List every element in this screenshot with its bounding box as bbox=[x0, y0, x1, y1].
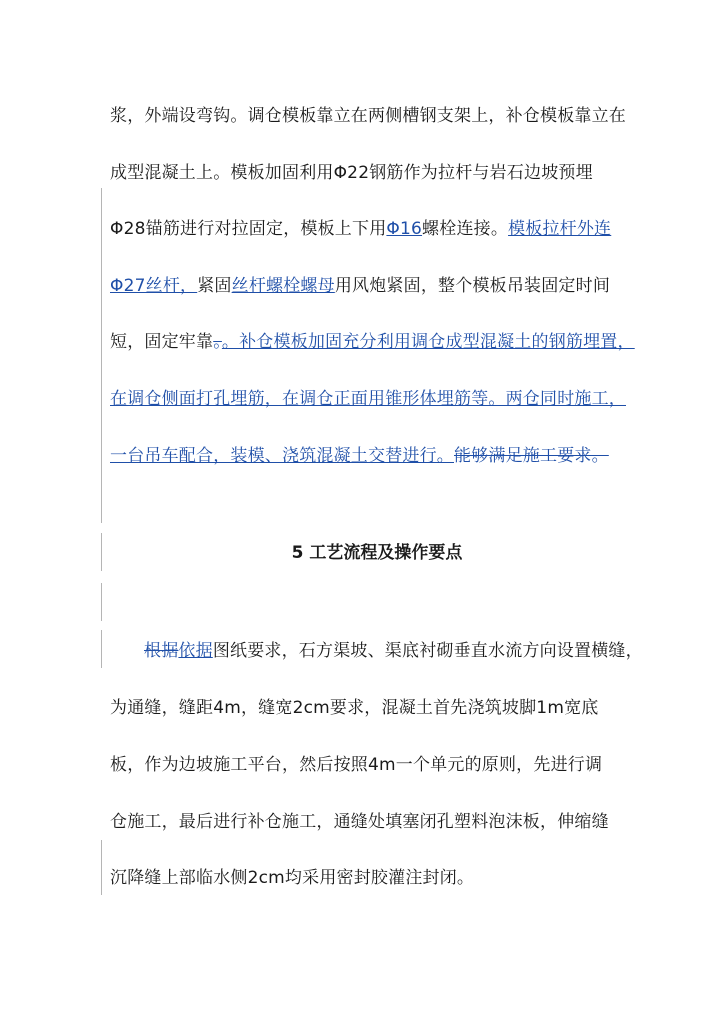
text-run: 图纸要求，石方渠坡、渠底衬砌垂直水流方向设置横缝， bbox=[212, 641, 643, 661]
paragraph-line bbox=[110, 330, 635, 354]
deleted-text: 能够满足施工要求。 bbox=[454, 446, 609, 466]
deleted-text: 。 bbox=[213, 332, 222, 352]
paragraph-line bbox=[110, 444, 609, 468]
text-run: 沉降缝上部临水侧2cm均采用密封胶灌注封闭。 bbox=[110, 868, 475, 888]
deleted-text: 根据 bbox=[144, 641, 179, 661]
paragraph-line bbox=[110, 104, 626, 128]
change-bar bbox=[101, 630, 102, 668]
text-run: 用风炮紧固，整个模板吊装固定时间 bbox=[334, 276, 611, 296]
text-run: 螺栓连接。 bbox=[422, 219, 509, 239]
text-run: 紧固 bbox=[197, 276, 232, 296]
paragraph-line bbox=[144, 639, 643, 663]
section-heading: 5 工艺流程及操作要点 bbox=[291, 543, 463, 563]
inserted-text: 模板拉杆外连 bbox=[508, 219, 612, 239]
paragraph-line bbox=[110, 810, 609, 834]
change-bar bbox=[101, 188, 102, 523]
text-run: 短，固定牢靠 bbox=[110, 332, 214, 352]
paragraph-line bbox=[110, 161, 593, 185]
change-bar bbox=[101, 583, 102, 621]
inserted-text: 一台吊车配合，装模、浇筑混凝土交替进行。 bbox=[110, 446, 454, 466]
inserted-text: 在调仓侧面打孔埋筋，在调仓正面用锥形体埋筋等。两仓同时施工， bbox=[110, 389, 626, 409]
paragraph-line bbox=[110, 753, 602, 777]
text-run: 仓施工，最后进行补仓施工，通缝处填塞闭孔塑料泡沫板，伸缩缝 bbox=[110, 812, 609, 832]
text-run: 为通缝，缝距4m，缝宽2cm要求，混凝土首先浇筑坡脚1m宽底 bbox=[110, 698, 599, 718]
inserted-text: 。补仓模板加固充分利用调仓成型混凝土的钢筋埋置， bbox=[221, 332, 635, 352]
paragraph-line bbox=[110, 217, 611, 241]
inserted-text: Φ27丝杆， bbox=[110, 276, 198, 296]
paragraph-line bbox=[110, 387, 626, 411]
inserted-text: 丝杆螺栓螺母 bbox=[231, 276, 335, 296]
text-run: 浆，外端设弯钩。调仓模板靠立在两侧槽钢支架上，补仓模板靠立在 bbox=[110, 106, 626, 126]
inserted-text: 依据 bbox=[178, 641, 213, 661]
text-run: 成型混凝土上。模板加固利用Φ22钢筋作为拉杆与岩石边坡预埋 bbox=[110, 163, 593, 183]
paragraph-line bbox=[110, 696, 598, 720]
inserted-text: Φ16 bbox=[386, 219, 423, 239]
paragraph-line bbox=[110, 866, 474, 890]
text-run: 板，作为边坡施工平台，然后按照4m一个单元的原则，先进行调 bbox=[110, 755, 603, 775]
change-bar bbox=[101, 840, 102, 895]
paragraph-line bbox=[110, 274, 610, 298]
text-run: Φ28锚筋进行对拉固定，模板上下用 bbox=[110, 219, 387, 239]
